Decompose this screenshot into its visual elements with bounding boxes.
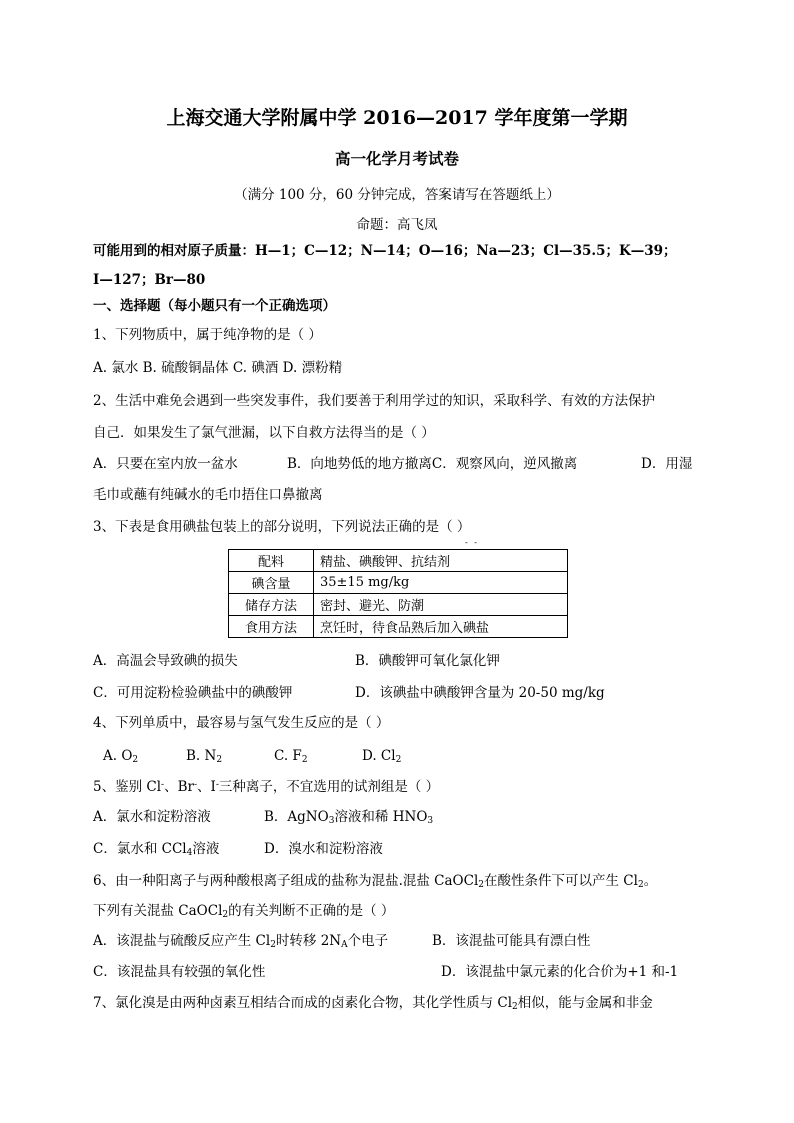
- question-5-option-c: C．氯水和 CCl$_4$溶液: [93, 841, 220, 858]
- question-5-option-a: A．氯水和淀粉溶液: [93, 809, 211, 825]
- table-cell-key: 食用方法: [229, 616, 314, 638]
- table-row: [229, 594, 568, 616]
- table-row: [229, 616, 568, 638]
- school-title: 上海交通大学附属中学 2016—2017 学年度第一学期: [166, 107, 628, 129]
- table-cell-key: 碘含量: [229, 572, 314, 594]
- question-3-option-a: A．高温会导致碘的损失: [93, 653, 238, 669]
- table-cell-value: 烹饪时，待食品熟后加入碘盐: [314, 616, 568, 638]
- question-4-stem: 4、下列单质中，最容易与氢气发生反应的是（ ）: [93, 715, 390, 731]
- question-1-options: A. 氯水 B. 硫酸铜晶体 C. 碘酒 D. 漂粉精: [93, 360, 343, 376]
- salt-info-table: [228, 549, 568, 638]
- exam-title: 高一化学月考试卷: [334, 149, 459, 168]
- question-6-option-a: A．该混盐与硫酸反应产生 $Cl_2$时转移 $2N_A$个电子: [93, 933, 389, 950]
- table-cell-key: 储存方法: [229, 594, 314, 616]
- question-4-option-b: B. $N_2$: [186, 748, 223, 765]
- question-6-option-d: D．该混盐中氯元素的化合价为+1 和-1: [441, 964, 679, 980]
- question-2-stem-1: 2、生活中难免会遇到一些突发事件，我们要善于利用学过的知识，采取科学、有效的方法保护: [93, 393, 656, 409]
- question-1-stem: 1、下列物质中，属于纯净物的是（ ）: [93, 327, 322, 343]
- question-2-option-a: A．只要在室内放一盆水: [93, 456, 238, 472]
- question-3-option-c: C．可用淀粉检验碘盐中的碘酸钾: [93, 685, 293, 701]
- question-4-option-a: A. $O_2$: [103, 748, 139, 765]
- table-cell-value: 精盐、碘酸钾、抗结剂: [314, 550, 568, 572]
- atomic-masses-line-1: 可能用到的相对原子质量：H—1；C—12；N—14；O—16；Na—23；Cl—35.5；K—39；: [93, 243, 677, 259]
- question-3-stem: 3、下表是食用碘盐包装上的部分说明，下列说法正确的是（ ）: [93, 519, 471, 535]
- question-4-option-d: D. $Cl_2$: [362, 748, 402, 765]
- question-5-option-b: B．AgNO$_3$溶液和稀 $HNO_3$: [264, 809, 434, 826]
- exam-author: 命题：高飞凤: [356, 217, 438, 233]
- table-row: [229, 550, 568, 572]
- question-2-option-bc: B．向地势低的地方撤离C．观察风向，逆风撤离: [287, 456, 578, 472]
- table-cell-key: 配料: [229, 550, 314, 572]
- table-row: [229, 572, 568, 594]
- exam-instructions: （满分 100 分，60 分钟完成，答案请写在答题纸上）: [234, 187, 560, 203]
- question-2-option-d: D．用湿: [641, 456, 693, 472]
- table-cell-value: 密封、避光、防潮: [314, 594, 568, 616]
- table-cell-value: 35±15 mg/kg: [314, 572, 568, 594]
- question-4-option-c: C. $F_2$: [274, 748, 308, 765]
- question-3-option-d: D．该碘盐中碘酸钾含量为 20-50 mg/kg: [355, 685, 605, 701]
- section-title: 一、选择题（每小题只有一个正确选项）: [93, 298, 336, 314]
- table-top-mark: - -: [465, 538, 479, 547]
- question-6-stem-2: 下列有关混盐 CaOCl$_2$的有关判断不正确的是（ ）: [93, 903, 395, 920]
- question-6-stem-1: 6、由一种阳离子与两种酸根离子组成的盐称为混盐.混盐 CaOCl$_2$在酸性条件下可以产生 $Cl_2$。: [93, 873, 658, 890]
- question-5-stem: 5、鉴别 Cl-、Br-、I-三种离子，不宜选用的试剂组是（ ）: [93, 779, 440, 795]
- question-2-option-d-cont: 毛巾或蘸有纯碱水的毛巾捂住口鼻撤离: [93, 487, 323, 503]
- question-2-stem-2: 自己．如果发生了氯气泄漏，以下自救方法得当的是（ ）: [93, 425, 435, 441]
- question-3-option-b: B．碘酸钾可氧化氯化钾: [355, 653, 500, 669]
- atomic-masses-line-2: I—127；Br—80: [93, 272, 206, 288]
- question-7-stem: 7、氯化溴是由两种卤素互相结合而成的卤素化合物，其化学性质与 $Cl_2$相似，能与金属和非金: [93, 995, 653, 1012]
- question-5-option-d: D．溴水和淀粉溶液: [264, 841, 383, 857]
- question-6-option-c: C．该混盐具有较强的氧化性: [93, 964, 266, 980]
- question-6-option-b: B．该混盐可能具有漂白性: [432, 933, 591, 949]
